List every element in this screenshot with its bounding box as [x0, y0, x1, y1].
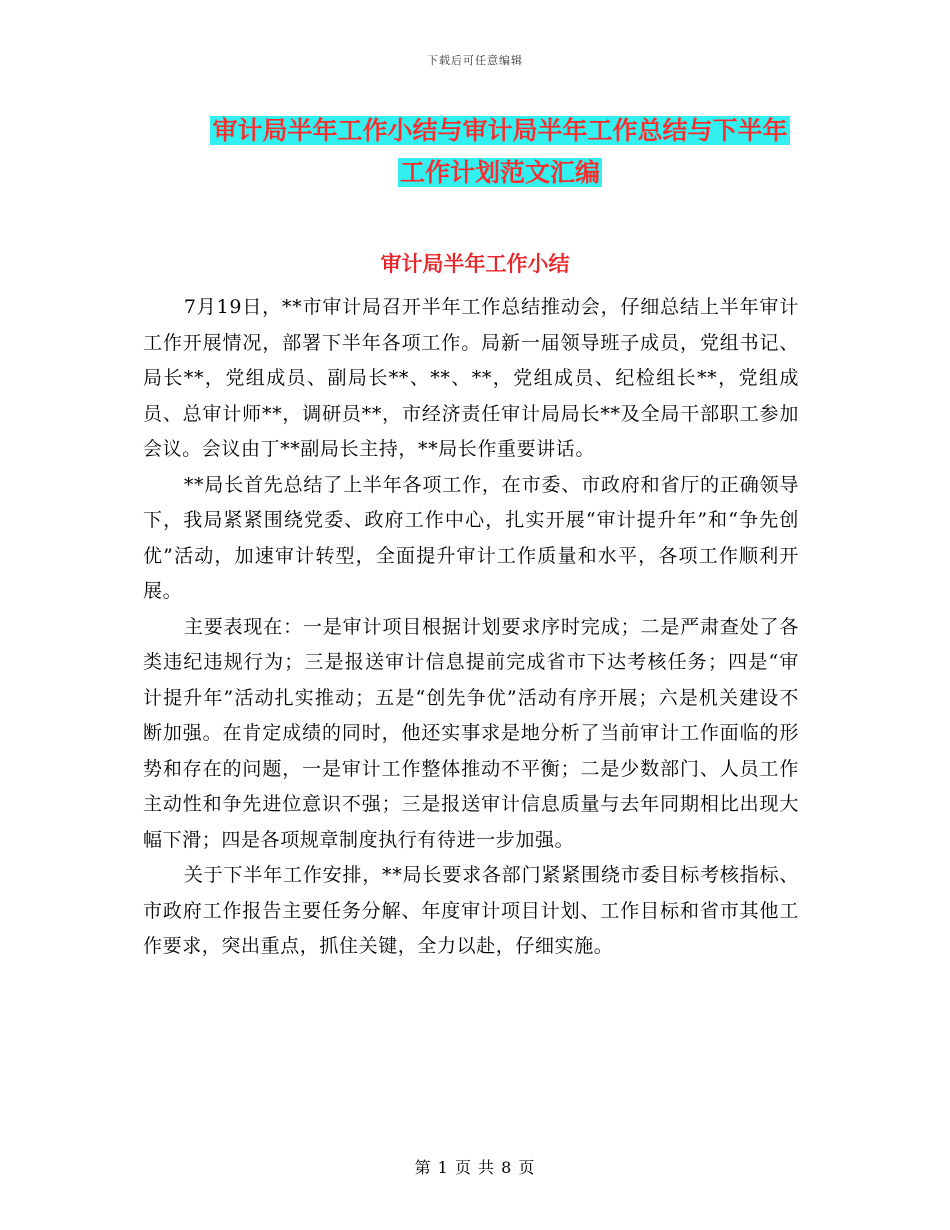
section-title: 审计局半年工作小结	[380, 252, 570, 276]
document-title	[130, 110, 870, 194]
paragraph: 主要表现在：一是审计项目根据计划要求序时完成；二是严肃查处了各类违纪违规行为；三是报送审计信息提前完成省市下达考核任务；四是“审计提升年”活动扎实推动；五是“创先争优”活动有序开展；六是机关建设不断加强。在肯定成绩的同时，他还实事求是地分析了当前审计工作面临的形势和存在的问题，一是审计工作整体推动不平衡；二是少数部门、人员工作主动性和争先进位意识不强；三是报送审计信息质量与去年同期相比出现大幅下滑；四是各项规章制度执行有待进一步加强。	[143, 615, 799, 851]
page-header-note: 下载后可任意编辑	[427, 54, 523, 67]
paragraph: 7月19日，**市审计局召开半年工作总结推动会，仔细总结上半年审计工作开展情况，部署下半年各项工作。局新一届领导班子成员，党组书记、局长**，党组成员、副局长**、**、**，党组成员、纪检组长**，党组成员、总审计师**，调研员**，市经济责任审计局局长**及全局干部职工参加会议。会议由丁**副局长主持，**局长作重要讲话。	[143, 296, 799, 460]
paragraph: 关于下半年工作安排，**局长要求各部门紧紧围绕市委目标考核指标、市政府工作报告主要任务分解、年度审计项目计划、工作目标和省市其他工作要求，突出重点，抓住关键，全力以赴，仔细实施。	[143, 864, 799, 957]
document-title-line-2: 工作计划范文汇编	[399, 158, 600, 187]
document-title-line-1: 审计局半年工作小结与审计局半年工作总结与下半年	[212, 116, 788, 145]
page-number-footer: 第 1 页 共 8 页	[414, 1158, 536, 1177]
document-body	[143, 290, 799, 965]
paragraph: **局长首先总结了上半年各项工作，在市委、市政府和省厅的正确领导下，我局紧紧围绕党委、政府工作中心，扎实开展“审计提升年”和“争先创优”活动，加速审计转型，全面提升审计工作质量和水平，各项工作顺利开展。	[143, 473, 799, 602]
